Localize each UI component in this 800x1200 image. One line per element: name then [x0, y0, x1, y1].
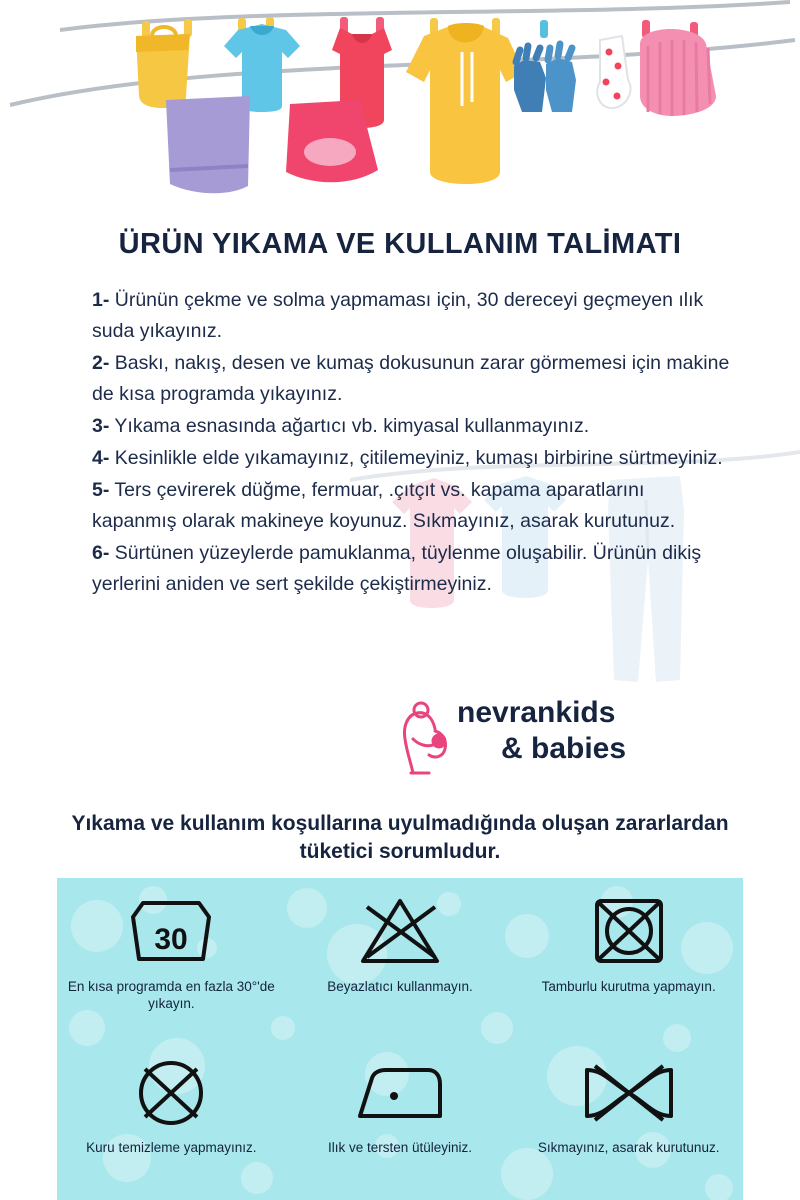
instruction-text-5: Ters çevirerek düğme, fermuar, .çıtçıt vs. kapama aparatlarını kapanmış olarak makineye koyunuz. Sıkmayınız, asarak kurutunuz. — [92, 479, 676, 532]
wash-tub-30-icon — [125, 892, 217, 972]
care-symbol-caption-3: Tamburlu kurutma yapmayın. — [541, 979, 716, 994]
care-symbol-iron — [286, 1039, 515, 1200]
iron-low-reverse-icon — [352, 1053, 448, 1133]
instruction-item-4 — [92, 443, 732, 474]
care-symbol-no-tumble-dry — [514, 878, 743, 1039]
instruction-item-3 — [92, 411, 732, 442]
instruction-item-2 — [92, 348, 732, 410]
care-symbol-caption-5: Ilık ve tersten ütüleyiniz. — [327, 1140, 473, 1155]
care-symbol-caption-4: Kuru temizleme yapmayınız. — [86, 1140, 257, 1155]
instruction-text-6: Sürtünen yüzeylerde pamuklanma, tüylenme oluşabilir. Ürünün dikiş yerlerini aniden ve sert şekilde çekiştirmeyiniz. — [92, 542, 702, 595]
care-symbol-no-wring — [514, 1039, 743, 1200]
no-wring-icon — [577, 1053, 681, 1133]
instruction-item-5 — [92, 475, 732, 537]
instruction-number-5: 5- — [92, 479, 110, 501]
care-symbols-panel — [57, 878, 743, 1200]
page-title: ÜRÜN YIKAMA VE KULLANIM TALİMATI — [118, 228, 682, 260]
instruction-number-4: 4- — [92, 447, 110, 469]
instruction-list — [92, 285, 732, 601]
instruction-number-1: 1- — [92, 289, 110, 311]
no-bleach-triangle-icon — [357, 892, 443, 972]
care-symbol-caption-1: En kısa programda en fazla 30°'de yıkayın. — [67, 979, 275, 1011]
instruction-number-6: 6- — [92, 542, 110, 564]
no-dry-clean-icon — [131, 1053, 211, 1133]
svg-text:30: 30 — [154, 923, 189, 956]
consumer-warning-text: Yıkama ve kullanım koşullarına uyulmadığında oluşan zararlardan tüketici sorumludur. — [71, 812, 729, 863]
care-symbol-wash-30 — [57, 878, 286, 1039]
care-symbol-no-dry-clean — [57, 1039, 286, 1200]
no-tumble-dry-icon — [589, 892, 669, 972]
care-symbol-caption-2: Beyazlatıcı kullanmayın. — [327, 979, 473, 994]
clothesline-illustration — [0, 0, 800, 215]
care-symbol-no-bleach — [286, 878, 515, 1039]
instruction-item-6 — [92, 538, 732, 600]
instruction-number-3: 3- — [92, 415, 110, 437]
brand-block — [395, 695, 725, 785]
brand-name — [457, 695, 727, 767]
instruction-text-3: Yıkama esnasında ağartıcı vb. kimyasal kullanmayınız. — [109, 415, 590, 437]
instruction-item-1 — [92, 285, 732, 347]
instruction-number-2: 2- — [92, 352, 110, 374]
brand-name-line1: nevrankids — [457, 696, 616, 729]
instruction-text-2: Baskı, nakış, desen ve kumaş dokusunun zarar görmemesi için makine de kısa programda yıkayınız. — [92, 352, 730, 405]
instruction-text-4: Kesinlikle elde yıkamayınız, çitilemeyiniz, kumaşı birbirine sürtmeyiniz. — [109, 447, 723, 469]
care-symbol-caption-6: Sıkmayınız, asarak kurutunuz. — [537, 1140, 720, 1155]
mother-and-baby-icon — [395, 701, 457, 777]
instruction-text-1: Ürünün çekme ve solma yapmaması için, 30 dereceyi geçmeyen ılık suda yıkayınız. — [92, 289, 704, 342]
brand-name-line2: & babies — [501, 732, 627, 765]
